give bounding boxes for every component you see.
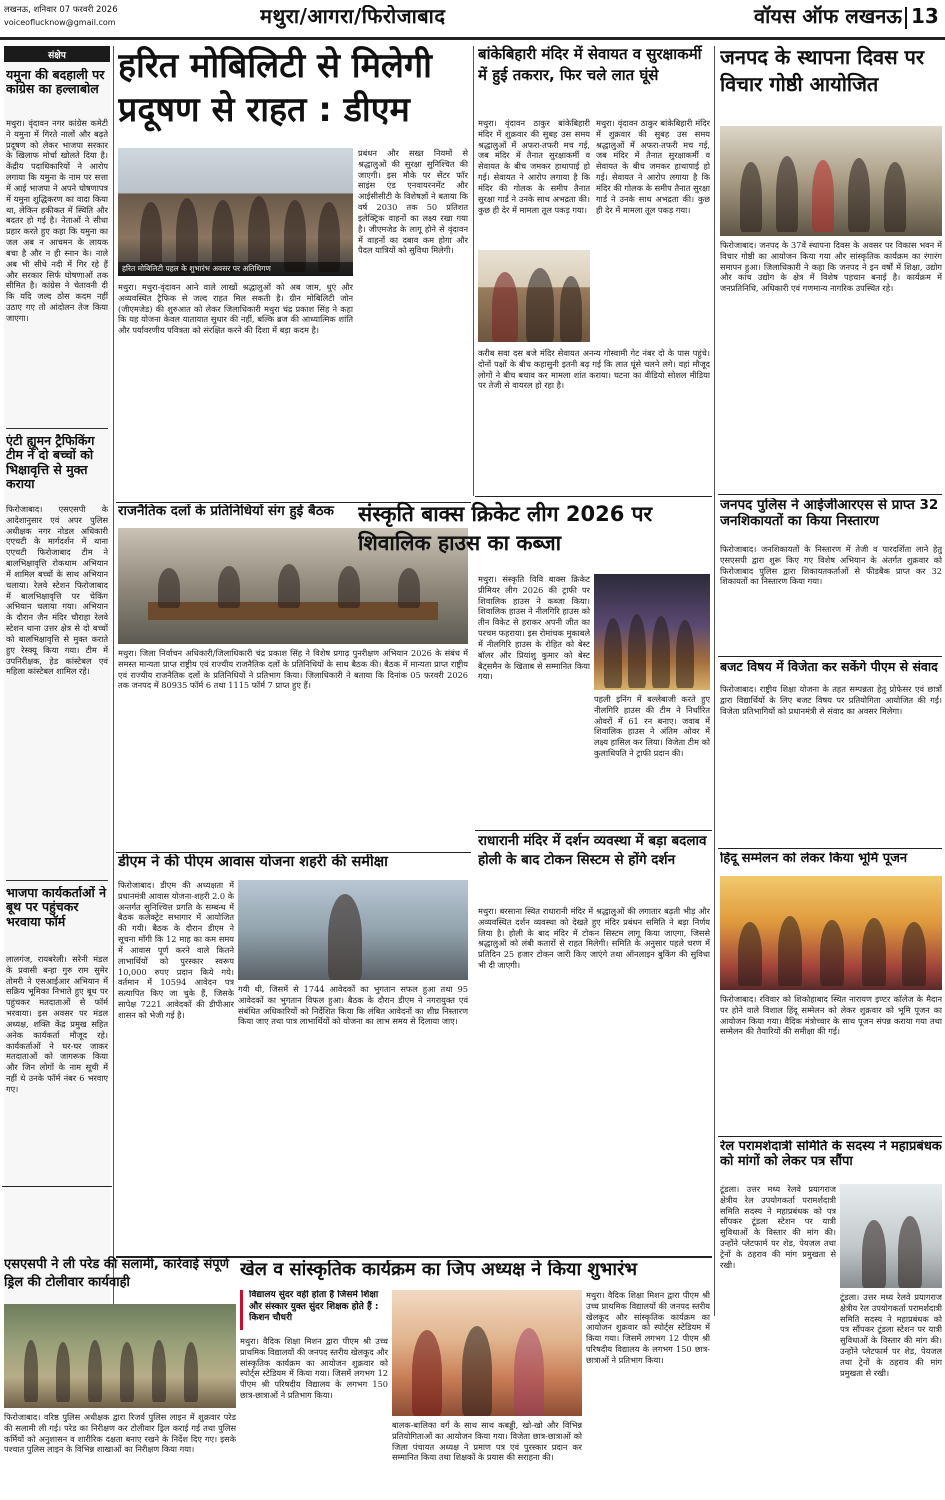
cricket-body-2: पहली इनिंग में बल्लेबाजी करते हुए नीलगिरि हाउस की टीम ने निर्धारित ओवरों में 61 रन बनाए। जवाब में शिवालिक हाउस ने अंतिम ओवर में लक्ष्य हासिल कर लिया। विजेता टीम को कुलाधिपति ने ट्राफी प्रदान की।	[594, 694, 710, 759]
banke-photo	[478, 250, 590, 342]
khel-photo	[392, 1290, 582, 1416]
masthead-rule	[0, 37, 945, 40]
masthead-email: voiceoflucknow@gmail.com	[4, 18, 116, 27]
parade-body: फिरोजाबाद। वरिष्ठ पुलिस अधीक्षक द्वारा रिजर्व पुलिस लाइन में शुक्रवार परेड की सलामी ली गई। परेड का निरीक्षण कर टोलीवार ड्रिल कराई गई तथा पुलिस कर्मियों को अनुशासन व शारीरिक दक्षता बनाए रखने के निर्देश दिए गए। इसके पश्चात पुलिस लाइन के विभिन्न शाखाओं का निरीक्षण किया गया।	[4, 1412, 236, 1455]
photo-figure	[328, 894, 362, 980]
parade-headline: एसएसपी ने ली परेड की सलामी, कार्रवाई संपूर्ण ड्रिल की टोलीवार कार्यवाही	[4, 1257, 230, 1291]
photo-figure	[176, 198, 198, 272]
brief-headline-1: यमुना की बदहाली पर कांग्रेस का हल्लाबोल	[6, 68, 105, 97]
photo-figure	[820, 920, 844, 986]
rule-radharani	[475, 830, 712, 831]
khel-body-2: बालक-बालिका वर्ग के साथ साथ कबड्डी, खो-खो और विभिन्न प्रतियोगिताओं का आयोजन किया गया। विजेता छात्र-छात्राओं को जिला पंचायत अध्यक्ष ने प्रमाण पत्र एवं पुरस्कार प्रदान कर सम्मानित किया तथा शिक्षकों के प्रयास की सराहना की।	[392, 1420, 582, 1463]
sthapna-headline: जनपद के स्थापना दिवस पर विचार गोष्ठी आयोजित	[720, 45, 925, 96]
khel-headline: खेल व सांस्कृतिक कार्यक्रम का जिप अध्यक्ष ने किया शुभारंभ	[240, 1260, 637, 1280]
photo-figure	[560, 276, 582, 342]
photo-figure	[862, 1220, 886, 1288]
photo-figure	[492, 272, 518, 342]
politics-headline: राजनैतिक दलों के प्रतिनिधियों संग हुई बैठक	[118, 504, 334, 519]
photo-figure	[884, 162, 906, 232]
photo-figure	[462, 1326, 492, 1416]
photo-figure	[862, 918, 886, 986]
cricket-photo	[594, 574, 710, 690]
rule-budget	[718, 656, 942, 657]
rule-rail	[718, 1136, 942, 1137]
photo-figure	[812, 160, 834, 232]
photo-figure	[740, 162, 762, 232]
sankshep-label-text: संक्षेप	[48, 51, 66, 61]
photo-figure	[902, 922, 926, 986]
banke-body-3: मथुरा। वृंदावन ठाकुर बांकेबिहारी मंदिर में शुक्रवार की सुबह उस समय श्रद्धालुओं में अफरा-तफरी मच गई, जब मंदिर में तैनात सुरक्षाकर्मी व सेवायत के बीच जमकर हाथापाई हो गई। सेवायत ने आरोप लगाया है कि मंदिर की गोलक के समीप तैनात सुरक्षा गार्ड ने उनके साथ अभद्रता की। कुछ ही देर में मामला तूल पकड़ गया।	[596, 118, 710, 215]
photo-figure	[248, 196, 270, 272]
photo-figure	[120, 1342, 134, 1402]
photo-figure	[652, 616, 670, 688]
igrs-headline: जनपद पुलिस ने आईजीआरएस से प्राप्त 32 जनशिकायतों का किया निस्तारण	[720, 498, 939, 529]
cricket-body-1: मथुरा। संस्कृति विवि बाक्स क्रिकेट प्रीमियर लीग 2026 की ट्राफी पर शिवालिक हाउस ने कब्जा किया। शिवालिक हाउस ने नीलगिरि हाउस को तीन विकेट से हराकर अपनी जीत का परचम फहराया। इस रोमांचक मुकाबले में नीलगिरि हाउस के रोहित को बेस्ट बॉलर और प्रियांशु कुमार को बेस्ट बैट्समैन के खिताब से सम्मानित किया गया।	[478, 574, 590, 682]
top-story-body-2: प्रबंधन और सख्त नियमों से श्रद्धालुओं की सुरक्षा सुनिश्चित की जाएगी। इस मौके पर सेंटर फॉर साइंस एंड एनवायरनमेंट और आईसीसीटी के विशेषज्ञों ने बताया कि वर्ष 2030 तक 50 प्रतिशत इलेक्ट्रिक वाहनों का लक्ष्य रखा गया है। जीएमजेड के लागू होने से वृंदावन में वाहनों का दबाव कम होगा और पैदल यात्रियों को सुविधा मिलेगी।	[358, 148, 468, 256]
col-divider-right	[714, 46, 715, 1316]
brief-headline-2: एंटी ह्यूमन ट्रैफिकिंग टीम ने दो बच्चों को भिक्षावृत्ति से मुक्त कराया	[6, 434, 95, 492]
top-story-photo	[118, 148, 353, 276]
masthead-date: लखनऊ, शनिवार 07 फरवरी 2026	[4, 5, 118, 15]
khel-body-3: मथुरा। वैदिक शिक्षा मिशन द्वारा पीएम श्री उच्च प्राथमिक विद्यालयों की जनपद स्तरीय खेलकूद और सांस्कृतिक कार्यक्रम का आयोजन शुक्रवार को स्पोर्ट्स स्टेडियम में किया गया। जिसमें लगभग 12 पीएम श्री परिषदीय विद्यालय के लगभग 150 छात्र-छात्राओं ने प्रतिभाग किया।	[586, 1290, 710, 1365]
brief-body-2: फिरोजाबाद। एसएसपी के आदेशानुसार एवं अपर पुलिस अधीक्षक नगर नोडल अधिकारी एएचटी के मार्गदर्शन में थाना एएचटी फिरोजाबाद टीम ने बालभिक्षावृत्ति रोकथाम अभियान में शामिल बच्चों के साथ अभियान चलाया। रेलवे स्टेशन फिरोजाबाद में बालभिक्षावृत्ति पर चेकिंग अभियान चलाया गया। अभियान के दौरान जैन मंदिर चौराहा रेलवे स्टेशन थाना उत्तर क्षेत्र से दो बच्चों को बालभिक्षावृत्ति से मुक्त कराते हुए रेस्क्यू किया गया। टीम में उपनिरीक्षक, हेड कांस्टेबल एवं महिला कांस्टेबल शामिल रहे।	[6, 504, 108, 677]
rail-photo	[840, 1184, 942, 1288]
sankshep-label	[4, 46, 110, 62]
pmay-body-2: गयी थी, जिसमें से 1744 आवेदकों का भुगतान सफल हुआ तथा 95 आवेदकों का भुगतान विफल हुआ। बैठक के दौरान डीएम ने नगरायुक्त एवं संबंधित अधिकारियों को निर्देशित किया कि लंबित आवेदनों का शीघ्र निस्तारण किया जाए तथा पात्र लाभार्थियों को योजना का लाभ समय से दिलाया जाए।	[238, 984, 468, 1027]
igrs-body: फिरोजाबाद। जनशिकायतों के निस्तारण में तेजी व पारदर्शिता लाने हेतु एसएसपी द्वारा शुरू किए गए विशेष अभियान के अंतर्गत शुक्रवार को फिरोजाबाद पुलिस द्वारा शिकायतकर्ताओं से फीडबैक प्राप्त कर 32 शिकायतों का निस्तारण किया गया।	[720, 544, 942, 587]
photo-figure	[776, 156, 798, 232]
photo-figure	[398, 568, 420, 608]
politics-body: मथुरा। जिला निर्वाचन अधिकारी/जिलाधिकारी चंद्र प्रकाश सिंह ने विशेष प्रगाढ़ पुनरीक्षण अभियान 2026 के संबंध में समस्त मान्यता प्राप्त राष्ट्रीय एवं राज्यीय राजनैतिक दलों के प्रतिनिधियों के साथ बैठक की। बैठक में मान्यता प्राप्त राष्ट्रीय एवं राज्यीय राजनैतिक दलों के प्रतिनिधियों ने प्रतिभाग किया। जिलाधिकारी ने बताया कि दिनांक 05 फरवरी 2026 तक जनपद में 80935 फॉर्म 6 तथा 1115 फॉर्म 7 प्राप्त हुए हैं।	[118, 648, 468, 691]
rail-headline: रेल परामर्शदात्री समिति के सदस्य ने महाप्रबंधक को मांगों को लेकर पत्र सौंपा	[720, 1140, 942, 1169]
photo-caption: हरित मोबिलिटी पहल के शुभारंभ अवसर पर अतिथिगण	[118, 262, 353, 276]
top-story-body-1: मथुरा। मथुरा-वृंदावन आने वाले लाखों श्रद्धालुओं को अब जाम, धुएं और अव्यवस्थित ट्रैफिक से जल्द राहत मिल सकती है। ग्रीन मोबिलिटी जोन (जीएमजेड) की शुरुआत को लेकर जिलाधिकारी मथुरा चंद्र प्रकाश सिंह ने कहा कि यह योजना केवल यातायात सुधार की नहीं, बल्कि ब्रज की आध्यात्मिक शांति और पर्यावरणीय पवित्रता को संरक्षित करने की दिशा में बड़ा कदम है।	[118, 282, 353, 336]
brand-name: वॉयस ऑफ लखनऊ	[754, 5, 902, 28]
pmay-headline: डीएम ने की पीएम आवास योजना शहरी की समीक्षा	[118, 854, 388, 870]
hindu-photo	[720, 876, 942, 990]
sankshep-column	[4, 46, 110, 1316]
section-title: मथुरा/आगरा/फिरोजाबाद	[260, 5, 446, 28]
page-number: 13	[911, 5, 939, 28]
photo-figure	[56, 1342, 70, 1402]
rule-parade	[2, 1186, 112, 1187]
photo-figure	[526, 268, 554, 342]
pmay-photo	[238, 880, 468, 980]
photo-figure	[738, 922, 762, 986]
photo-figure	[218, 566, 240, 608]
rule-pmay	[116, 852, 471, 853]
photo-figure	[24, 1340, 38, 1402]
banke-body-2: करीब सवा दस बजे मंदिर सेवायत अनन्य गोस्वामी गेट नंबर दो के पास पहुंचे। दोनों पक्षों के बीच कहासुनी इतनी बढ़ गई कि लात घूंसे चलने लगे। वहां मौजूद लोगों ने बीच बचाव कर मामला शांत कराया। घटना का वीडियो सोशल मीडिया पर तेजी से वायरल हो रहा है।	[478, 348, 710, 391]
pmay-body-1: फिरोजाबाद। डीएम की अध्यक्षता में प्रधानमंत्री आवास योजना-शहरी 2.0 के अन्तर्गत सुनिश्चित्त प्रगति के सम्बन्ध में बैठक कलेक्ट्रेट सभागार में आयोजित की गयी। बैठक के दौरान डीएम ने सूचना माँगी कि 12 माह का कम समय में आवास पूर्ण करने वाले कितने लाभार्थियों को पुरस्कार स्वरूप 10,000 रुपए प्रदान किये गये। वर्तमान में 10594 आवेदन पत्र सत्यापित किए जा चुके हैं, जिसके सापेक्ष 7221 आवेदकों की डीपीआर शासन को भेजी गई है।	[118, 880, 234, 1020]
photo-figure	[778, 916, 802, 986]
masthead	[0, 0, 945, 36]
hindu-headline: हिंदू सम्मेलन को लेकर किया भूमि पूजन	[720, 852, 908, 866]
khel-quote-box	[240, 1290, 388, 1330]
budget-body: फिरोजाबाद। राष्ट्रीय शिक्षा योजना के तहत सम्पन्नता हेतु प्रोफेसर एवं छात्रों द्वारा विद्यार्थियों के लिए बजट विषय पर प्रतियोगिता आयोजित की गई। विजेता प्रतिभागियों को प्रधानमंत्री से संवाद का अवसर मिलेगा।	[720, 684, 942, 716]
photo-figure	[88, 1340, 102, 1402]
sthapna-photo	[720, 126, 942, 236]
rail-body: टूंडला। उत्तर मध्य रेलवे प्रयागराज क्षेत्रीय रेल उपयोगकर्ता परामर्शदात्री समिति सदस्य ने महाप्रबंधक को पत्र सौंपकर टूंडला स्टेशन पर यात्री सुविधाओं के विस्तार की मांग की। उन्होंने प्लेटफार्म पर शेड, पेयजल तथा ट्रेनों के ठहराव की मांग प्रमुखता से रखी।	[720, 1184, 836, 1270]
rule-cricket	[475, 496, 712, 497]
col-divider-center	[473, 46, 474, 496]
khel-quote: विद्यालय सुंदर वही होता है जिसमें शिक्षा और संस्कार युक्त सुंदर शिक्षक होते हैं : किशन चौधरी	[249, 1290, 379, 1324]
brief-body-3: लालगंज, रायबरेली। सरेनी मंडल के प्रवासी बन्हा गुरु राम सुमेर तोमरी ने एसआईआर अभियान में सक्रिय भूमिका निभाते हुए बूथ पर पहुंचकर मतदाताओं से फॉर्म भरवाया। इस अवसर पर मंडल अध्यक्ष, शक्ति केंद्र प्रमुख सहित अनेक कार्यकर्ता मौजूद रहे। कार्यकर्ताओं ने घर-घर जाकर मतदाताओं को जागरूक किया और जिन लोगों के नाम सूची में नहीं थे उनके फॉर्म नंबर 6 भरवाए गए।	[6, 954, 108, 1094]
top-story-headline: हरित मोबिलिटी से मिलेगी प्रदूषण से राहत : डीएम	[118, 46, 432, 131]
photo-figure	[412, 1330, 442, 1416]
col-divider-left	[113, 46, 114, 1316]
brief-headline-3: भाजपा कार्यकर्ताओं ने बूथ पर पहुंचकर भरवाया फॉर्म	[6, 886, 107, 929]
budget-headline: बजट विषय में विजेता कर सकेंगे पीएम से संवाद	[720, 660, 938, 674]
brand-divider	[905, 7, 907, 29]
khel-body-1: मथुरा। वैदिक शिक्षा मिशन द्वारा पीएम श्री उच्च प्राथमिक विद्यालयों की जनपद स्तरीय खेलकूद और सांस्कृतिक कार्यक्रम का आयोजन शुक्रवार को स्पोर्ट्स स्टेडियम में किया गया। जिसमें लगभग 12 पीएम श्री परिषदीय विद्यालय के लगभग 150 छात्र-छात्राओं ने प्रतिभाग किया।	[240, 1336, 388, 1401]
photo-figure	[514, 1328, 544, 1416]
radharani-body: मथुरा। बरसाना स्थित राधारानी मंदिर में श्रद्धालुओं की लगातार बढ़ती भीड़ और अव्यवस्थित दर्शन व्यवस्था को देखते हुए मंदिर प्रबंधन समिति ने बड़ा निर्णय लिया है। होली के बाद मंदिर में टोकन सिस्टम लागू किया जाएगा, जिससे श्रद्धालुओं को लंबी कतारों से राहत मिलेगी। समिति के अनुसार पहले चरण में प्रतिदिन 25 हजार टोकन जारी किए जाएंगे तथा ऑनलाइन बुकिंग की सुविधा भी दी जाएगी।	[478, 906, 710, 971]
cricket-headline: संस्कृति बाक्स क्रिकेट लीग 2026 पर शिवालिक हाउस का कब्जा	[358, 502, 653, 556]
photo-figure	[184, 1342, 198, 1402]
radharani-headline: राधारानी मंदिर में दर्शन व्यवस्था में बड़ा बदलाव होली के बाद टोकन सिस्टम से होंगे दर्शन	[478, 833, 707, 868]
banke-headline: बांकेबिहारी मंदिर में सेवायत व सुरक्षाकर्मी में हुई तकरार, फिर चले लात घूंसे	[478, 45, 702, 84]
photo-figure	[628, 614, 646, 688]
rule-igrs	[718, 494, 942, 495]
sthapna-body: फिरोजाबाद। जनपद के 37वें स्थापना दिवस के अवसर पर विकास भवन में विचार गोष्ठी का आयोजन किया गया और सांस्कृतिक कार्यक्रम का रंगारंग समापन हुआ। जिलाधिकारी ने कहा कि जनपद ने इन वर्षों में शिक्षा, उद्योग और कांच उद्योग के क्षेत्र में विशेष पहचान बनाई है। कार्यक्रम में जनप्रतिनिधि, अधिकारी एवं गणमान्य नागरिक उपस्थित रहे।	[720, 240, 942, 294]
rule-hindu	[718, 848, 942, 849]
photo-figure	[676, 620, 694, 688]
photo-figure	[338, 566, 360, 608]
photo-figure	[848, 158, 870, 232]
banke-body-1: मथुरा। वृंदावन ठाकुर बांकेबिहारी मंदिर में शुक्रवार की सुबह उस समय श्रद्धालुओं में अफरा-तफरी मच गई, जब मंदिर में तैनात सुरक्षाकर्मी व सेवायत के बीच जमकर हाथापाई हो गई। सेवायत ने आरोप लगाया है कि मंदिर की गोलक के समीप तैनात सुरक्षा गार्ड ने उनके साथ अभद्रता की। कुछ ही देर में मामला तूल पकड़ गया।	[478, 118, 590, 215]
brief-body-1: मथुरा। वृंदावन नगर कांग्रेस कमेटी ने यमुना में गिरते नालों और बढ़ते प्रदूषण को लेकर भाजपा सरकार के खिलाफ मोर्चा खोलते दिया है। केंद्रीय पदाधिकारियों ने आरोप लगाया कि यमुना के नाम पर सत्ता में आई भाजपा ने अपने घोषणापत्र में यमुना शुद्धिकरण का वादा किया था, लेकिन हकीकत में स्थिति और बदतर हो गई है। नेताओं ने सीधा प्रहार करते हुए कहा कि यमुना का जल अब न आचमन के लायक बचा है और न ही स्नान के। नाले अब भी सीधे नदी में गिर रहे हैं और सरकार सिर्फ घोषणाओं तक सीमित है। कांग्रेस ने चेतावनी दी कि यदि जल्द ठोस कदम नहीं उठाए गए तो आंदोलन तेज किया जाएगा।	[6, 118, 108, 323]
brief-divider-1	[6, 428, 108, 429]
photo-figure	[604, 618, 622, 688]
hindu-body: फिरोजाबाद। रविवार को शिकोहाबाद स्थित नारायण इण्टर कॉलेज के मैदान पर होने वाले विशाल हिंदू सम्मेलन को लेकर शुक्रवार को भूमि पूजन का आयोजन किया गया। वैदिक मंत्रोच्चार के साथ पूजन संपन्न कराया गया तथा सम्मेलन की तैयारियों की समीक्षा की गई।	[720, 994, 942, 1037]
photo-figure	[158, 568, 180, 608]
parade-photo	[4, 1304, 236, 1408]
brief-divider-2	[6, 880, 108, 881]
photo-figure	[152, 1340, 166, 1402]
photo-figure	[898, 1216, 922, 1288]
photo-figure	[278, 564, 300, 608]
rail-body-2: टूंडला। उत्तर मध्य रेलवे प्रयागराज क्षेत्रीय रेल उपयोगकर्ता परामर्शदात्री समिति सदस्य ने महाप्रबंधक को पत्र सौंपकर टूंडला स्टेशन पर यात्री सुविधाओं के विस्तार की मांग की। उन्होंने प्लेटफार्म पर शेड, पेयजल तथा ट्रेनों के ठहराव की मांग प्रमुखता से रखी।	[840, 1292, 942, 1378]
